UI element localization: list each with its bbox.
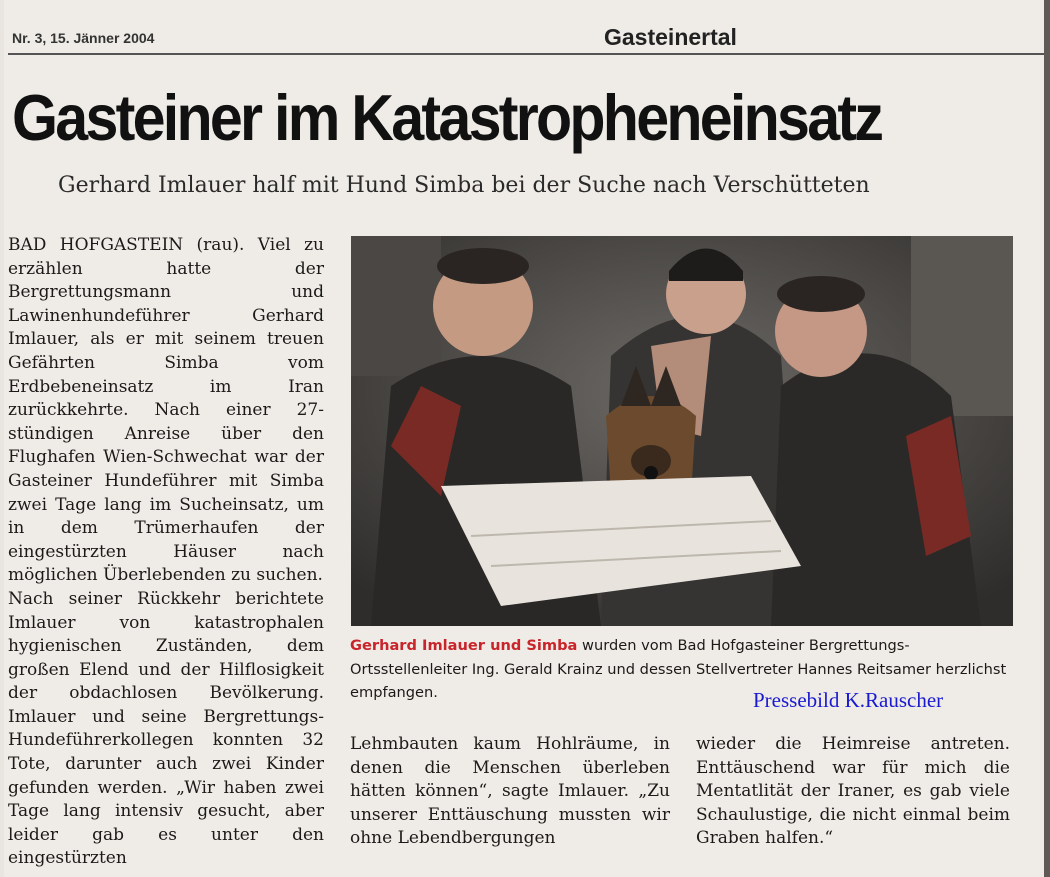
issue-date: Nr. 3, 15. Jänner 2004 [12, 30, 155, 46]
paragraph-3: Lehmbauten kaum Hohlräume, in denen die Menschen überleben hätten können“, sagte Imlauer. „Zu unserer Enttäuschung mussten wir ohne Lebendbergungen [350, 734, 670, 849]
subheadline: Gerhard Imlauer half mit Hund Simba bei der Suche nach Verschütteten [58, 173, 870, 198]
press-photo [351, 236, 1013, 626]
article-column-2 [350, 733, 670, 851]
header-rule [8, 53, 1048, 55]
photo-illustration [351, 236, 1013, 626]
page-edge [1044, 0, 1050, 877]
headline: Gasteiner im Katastropheneinsatz [12, 81, 882, 154]
caption-text: wurden vom Bad Hofgasteiner Bergrettungs-Ortsstellenleiter Ing. Gerald Krainz und dessen Stellvertreter Hannes Reitsamer herzlichst empfangen. [350, 637, 1007, 701]
paragraph-1: BAD HOFGASTEIN (rau). Viel zu erzählen hatte der Bergrettungsmann und Lawinenhundeführer Gerhard Imlauer, als er mit seinem treuen Gefährten Simba vom Erdbebeneinsatz im Iran zurückkehrte. Nach einer 27-stündigen Anreise über den Flughafen Wien-Schwechat war der Gasteiner Hundeführer mit Simba zwei Tage lang im Sucheinsatz, um in dem Trümerhaufen der eingestürzten Häuser nach möglichen Überlebenden zu suchen. [8, 235, 324, 586]
article-column-3 [696, 733, 1010, 851]
paragraph-4: wieder die Heimreise antreten. Enttäuschend war für mich die Mentatlität der Iraner, es gab viele Schaulustige, die nicht einmal beim Graben halfen.“ [696, 734, 1010, 849]
caption-lead: Gerhard Imlauer und Simba [350, 637, 578, 654]
article-column-1 [8, 234, 324, 871]
section-title: Gasteinertal [604, 24, 737, 50]
photo-credit: Pressebild K.Rauscher [753, 688, 944, 712]
paragraph-2: Nach seiner Rückkehr berichtete Imlauer von katastrophalen hygienischen Zuständen, dem großen Elend und der Hilflosigkeit der obdachlosen Bevölkerung. Imlauer und seine Bergrettungs-Hundeführerkollegen konnten 32 Tote, darunter auch zwei Kinder gefunden werden. „Wir haben zwei Tage lang intensiv gesucht, aber leider gab es unter den eingestürzten [8, 588, 324, 869]
